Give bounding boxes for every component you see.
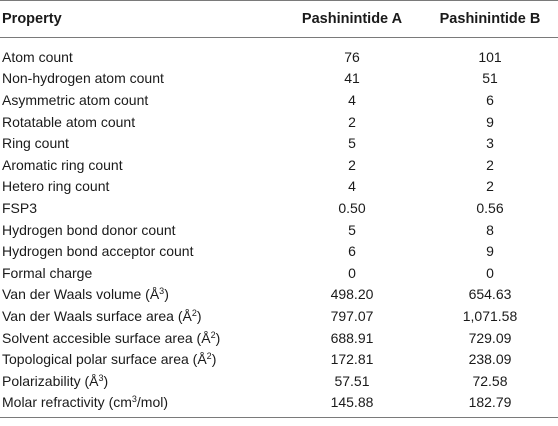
property-unit-suffix: ): [164, 286, 169, 303]
property-unit-suffix: /mol): [136, 394, 169, 411]
value-pashinintide-b: 238.09: [468, 351, 512, 368]
property-name-cell: [0, 111, 282, 133]
table-row: [0, 197, 558, 219]
header-pashinintide-a: Pashinintide A: [282, 1, 420, 38]
property-name: Asymmetric atom count: [2, 91, 149, 108]
property-unit-exponent: 2: [210, 329, 216, 340]
value-pashinintide-b: 51: [482, 70, 498, 87]
value-pashinintide-b: 182.79: [420, 392, 558, 418]
property-unit-suffix: ): [196, 307, 202, 324]
value-pashinintide-b: 3: [486, 135, 494, 152]
value-pashinintide-a: 41: [344, 70, 360, 87]
property-name-cell: [0, 154, 282, 176]
value-pashinintide-b: 9: [486, 243, 494, 260]
property-name: Ring count: [2, 135, 69, 152]
table-row: [0, 327, 558, 349]
value-pashinintide-a: 57.51: [334, 372, 370, 389]
property-name-cell: [0, 219, 282, 241]
property-name: Hetero ring count: [2, 178, 110, 195]
property-name: Van der Waals surface area (Å: [2, 307, 192, 324]
property-unit-suffix: ): [103, 372, 109, 389]
property-name-cell: [0, 392, 282, 418]
value-pashinintide-b: 0.56: [476, 199, 504, 216]
table-row: [0, 38, 558, 68]
property-unit-exponent: 2: [191, 307, 197, 318]
property-name: Polarizability (Å: [2, 372, 99, 389]
table-header: [0, 1, 558, 38]
table-row: [0, 132, 558, 154]
property-name-cell: [0, 305, 282, 327]
value-pashinintide-a: 498.20: [330, 286, 374, 303]
property-unit-suffix: ): [211, 351, 217, 368]
value-pashinintide-b: 101: [478, 48, 502, 65]
property-name: Hydrogen bond acceptor count: [2, 243, 194, 260]
table-row: [0, 240, 558, 262]
property-unit-exponent: 3: [131, 394, 137, 405]
value-pashinintide-a: 2: [348, 156, 356, 173]
property-name: Hydrogen bond donor count: [2, 221, 176, 238]
property-name: Atom count: [2, 48, 73, 65]
value-pashinintide-b: 2: [486, 178, 494, 195]
property-name: Rotatable atom count: [2, 113, 136, 130]
property-name: Solvent accesible surface area (Å: [2, 329, 211, 346]
value-pashinintide-a: 0.50: [338, 199, 366, 216]
value-pashinintide-a: 0: [348, 264, 356, 281]
value-pashinintide-a: 145.88: [282, 392, 420, 418]
table-row: [0, 348, 558, 370]
property-name: FSP3: [2, 199, 38, 216]
table-row: [0, 392, 558, 418]
property-name-cell: [0, 262, 282, 284]
value-pashinintide-b: 6: [486, 91, 494, 108]
value-pashinintide-b: 1,071.58: [462, 307, 518, 324]
property-name: Aromatic ring count: [2, 156, 123, 173]
property-unit-suffix: ): [215, 329, 221, 346]
header-row: [0, 1, 558, 38]
table-row: [0, 89, 558, 111]
property-name-cell: [0, 176, 282, 198]
value-pashinintide-a: 4: [348, 178, 356, 195]
table-row: [0, 219, 558, 241]
value-pashinintide-a: 797.07: [330, 307, 374, 324]
property-name-cell: [0, 327, 282, 349]
value-pashinintide-a: 5: [348, 221, 356, 238]
value-pashinintide-b: 654.63: [468, 286, 512, 303]
value-pashinintide-b: 72.58: [472, 372, 508, 389]
value-pashinintide-b: 2: [486, 156, 494, 173]
property-name: Van der Waals volume (Å: [2, 286, 160, 303]
value-pashinintide-a: 76: [344, 48, 360, 65]
table-row: [0, 370, 558, 392]
value-pashinintide-a: 6: [348, 243, 356, 260]
table-row: [0, 154, 558, 176]
property-name: Formal charge: [2, 264, 93, 281]
property-name-cell: [0, 370, 282, 392]
table-row: [0, 176, 558, 198]
value-pashinintide-a: 688.91: [330, 329, 374, 346]
property-name-cell: [0, 348, 282, 370]
table-row: [0, 262, 558, 284]
property-name-cell: [0, 68, 282, 90]
table-body: [0, 38, 558, 418]
value-pashinintide-a: 5: [348, 135, 356, 152]
value-pashinintide-b: 9: [486, 113, 494, 130]
property-name-cell: [0, 132, 282, 154]
header-property: Property: [0, 1, 282, 38]
property-name-cell: [0, 284, 282, 306]
value-pashinintide-b: 8: [486, 221, 494, 238]
property-unit-exponent: 3: [159, 286, 165, 297]
table-row: [0, 284, 558, 306]
value-pashinintide-b: 729.09: [468, 329, 512, 346]
value-pashinintide-a: 2: [348, 113, 356, 130]
property-unit-exponent: 2: [206, 351, 212, 362]
property-name-cell: [0, 89, 282, 111]
value-pashinintide-b: 0: [486, 264, 494, 281]
table-row: [0, 68, 558, 90]
property-name-cell: [0, 240, 282, 262]
header-pashinintide-b: Pashinintide B: [420, 1, 558, 38]
property-name: Non-hydrogen atom count: [2, 70, 164, 87]
property-name: Molar refractivity (cm: [2, 394, 132, 411]
value-pashinintide-a: 4: [348, 91, 356, 108]
table-row: [0, 305, 558, 327]
property-name-cell: [0, 38, 282, 68]
property-name: Topological polar surface area (Å: [2, 351, 207, 368]
table-row: [0, 111, 558, 133]
property-unit-exponent: 3: [98, 372, 104, 383]
value-pashinintide-a: 172.81: [330, 351, 374, 368]
property-name-cell: [0, 197, 282, 219]
